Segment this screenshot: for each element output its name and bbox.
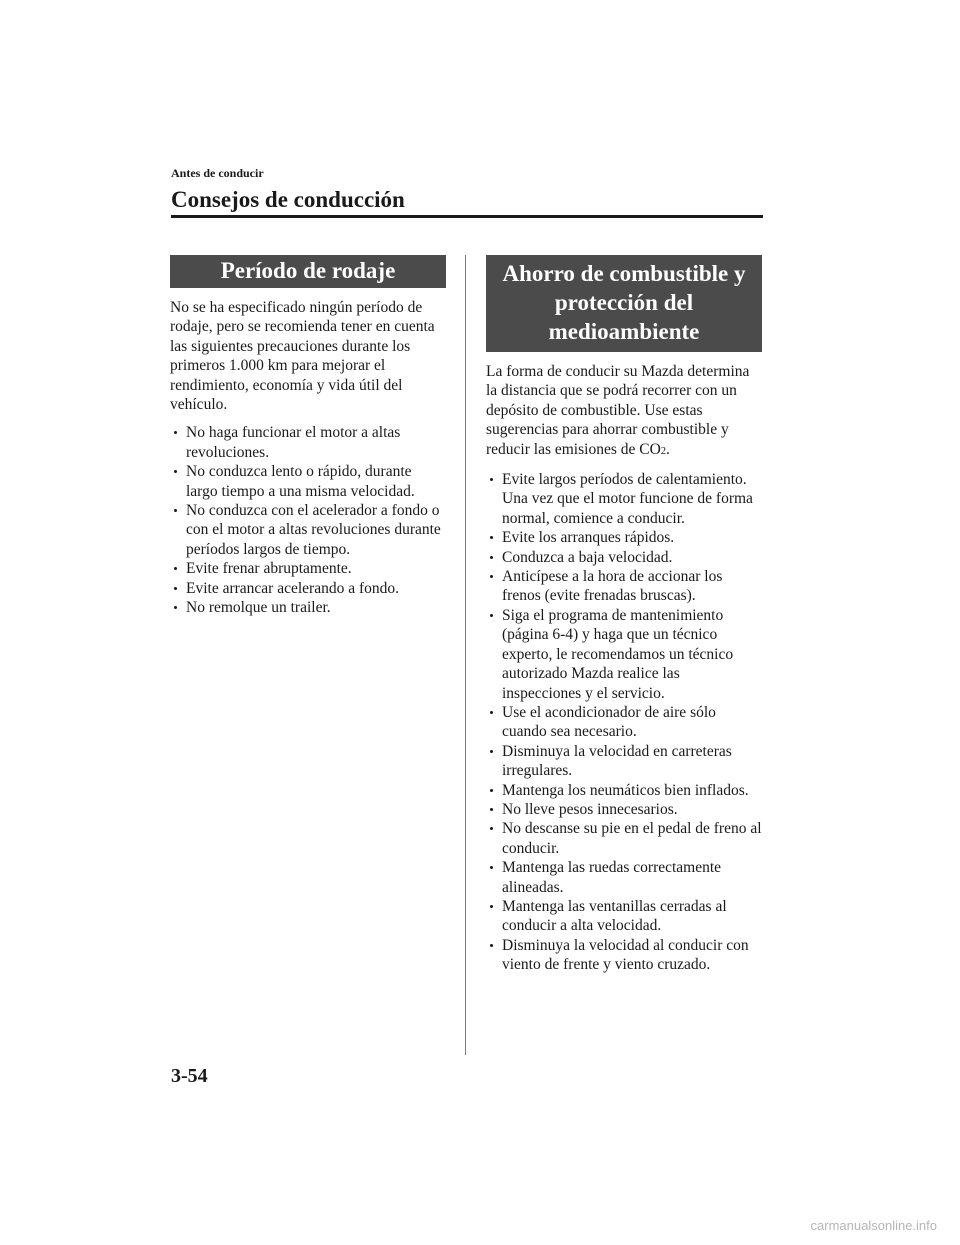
left-column [170,255,446,618]
page-header [171,166,763,214]
fuel-economy-intro: La forma de conducir su Mazda determina la distancia que se podrá recorrer con un depósito de combustible. Use estas sugerencias para ahorrar combustible y reducir las emisiones de CO2. [486,363,750,458]
banner-line: medioambiente [548,319,700,344]
break-in-list [170,423,446,617]
section-banner-fuel-economy [486,255,762,352]
chapter-title: Consejos de conducción [171,187,405,212]
list-item: Disminuya la velocidad al conducir con viento de frente y viento cruzado. [486,936,762,975]
list-item: Mantenga las ruedas correctamente alineadas. [486,858,762,897]
bullet-dot-icon [174,606,177,609]
bullet-dot-icon [490,808,493,811]
break-in-intro: No se ha especificado ningún período de rodaje, pero se recomienda tener en cuenta las siguientes precauciones durante los primeros 1.000 km para mejorar el rendimiento, economía y vida útil del vehículo. [170,299,435,414]
list-item: No haga funcionar el motor a altas revoluciones. [170,423,446,462]
page-number: 3-54 [171,1065,208,1087]
list-item: Evite los arranques rápidos. [486,528,762,547]
bullet-dot-icon [490,905,493,908]
list-item: Disminuya la velocidad en carreteras irregulares. [486,742,762,781]
banner-line: Ahorro de combustible y [502,261,746,286]
bullet-dot-icon [174,431,177,434]
bullet-dot-icon [490,789,493,792]
list-item: No descanse su pie en el pedal de freno al conducir. [486,819,762,858]
list-item: Evite largos períodos de calentamiento. Una vez que el motor funcione de forma normal, comience a conducir. [486,470,762,528]
list-item: Anticípese a la hora de accionar los frenos (evite frenadas bruscas). [486,567,762,606]
list-item: No conduzca lento o rápido, durante largo tiempo a una misma velocidad. [170,462,446,501]
section-label: Antes de conducir [171,166,264,180]
list-item: Use el acondicionador de aire sólo cuando sea necesario. [486,703,762,742]
list-item: Mantenga las ventanillas cerradas al conducir a alta velocidad. [486,897,762,936]
bullet-dot-icon [490,866,493,869]
bullet-dot-icon [490,750,493,753]
list-item: No conduzca con el acelerador a fondo o con el motor a altas revoluciones durante períodos largos de tiempo. [170,501,446,559]
bullet-dot-icon [174,567,177,570]
footer-watermark[interactable]: carmanualsonline.info [810,1218,937,1233]
bullet-dot-icon [174,587,177,590]
bullet-dot-icon [490,575,493,578]
column-divider [465,255,466,1055]
bullet-dot-icon [490,944,493,947]
bullet-dot-icon [490,614,493,617]
bullet-dot-icon [490,827,493,830]
list-item: Evite frenar abruptamente. [170,559,446,578]
bullet-dot-icon [490,711,493,714]
banner-line: protección del [554,290,694,315]
bullet-dot-icon [490,478,493,481]
list-item: Mantenga los neumáticos bien inflados. [486,781,762,800]
bullet-dot-icon [490,536,493,539]
right-column [486,255,762,975]
list-item: Evite arrancar acelerando a fondo. [170,579,446,598]
bullet-dot-icon [174,509,177,512]
co2-subscript: 2 [660,445,667,457]
fuel-economy-list [486,470,762,975]
header-rule [171,215,763,218]
list-item: Conduzca a baja velocidad. [486,548,762,567]
list-item: No lleve pesos innecesarios. [486,800,762,819]
bullet-dot-icon [174,470,177,473]
list-item: No remolque un trailer. [170,598,446,617]
list-item: Siga el programa de mantenimiento (página 6-4) y haga que un técnico experto, le recomendamos un técnico autorizado Mazda realice las inspecciones y el servicio. [486,606,762,703]
bullet-dot-icon [490,556,493,559]
section-banner-break-in: Período de rodaje [170,255,446,288]
